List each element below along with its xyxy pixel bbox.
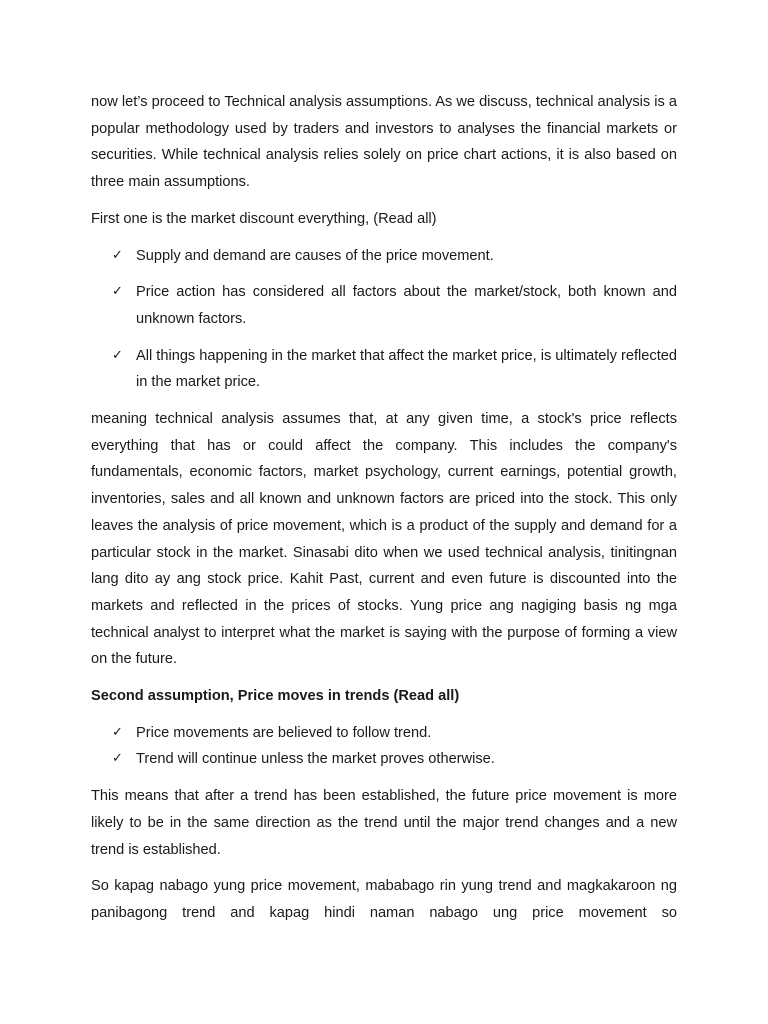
list-item-text: Trend will continue unless the market proves otherwise. [136, 751, 495, 768]
list-item [91, 343, 677, 396]
so-kapag-paragraph: So kapag nabago yung price movement, mababago rin yung trend and magkakaroon ng panibagong trend and kapag hindi naman nabago ung price movement so [91, 878, 677, 921]
meaning-paragraph: meaning technical analysis assumes that, at any given time, a stock's price reflects everything that has or could affect the company. This includes the company's fundamentals, economic factors, market psychology, current earnings, potential growth, inventories, sales and all known and unknown factors are priced into the stock. This only leaves the analysis of price movement, which is a product of the supply and demand for a particular stock in the market. Sinasabi dito when we used technical analysis, tinitingnan lang dito ay ang stock price. Kahit Past, current and even future is discounted into the markets and reflected in the prices of stocks. Yung price ang nagiging basis ng mga technical analyst to interpret what the market is saying with the purpose of forming a view on the future. [91, 411, 677, 668]
checkmark-icon: ✓ [112, 284, 123, 300]
list-item [91, 720, 677, 747]
first-assumption-paragraph: First one is the market discount everything, (Read all) [91, 210, 437, 227]
list-item [91, 279, 677, 332]
checkmark-icon: ✓ [112, 724, 123, 740]
list-item-text: All things happening in the market that affect the market price, is ultimately reflected in the market price. [136, 347, 677, 391]
list-item-text: Price action has considered all factors about the market/stock, both known and unknown factors. [136, 284, 677, 327]
list-item [91, 746, 677, 773]
intro-paragraph: now let’s proceed to Technical analysis assumptions. As we discuss, technical analysis is a popular methodology used by traders and investors to analyses the financial markets or securities. While technical analysis relies solely on price chart actions, it is also based on three main assumptions. [91, 94, 677, 191]
list-item-text: Supply and demand are causes of the price movement. [136, 247, 494, 264]
first-assumption-list [91, 243, 677, 397]
this-means-paragraph: This means that after a trend has been established, the future price movement is more likely to be in the same direction as the trend until the major trend changes and a new trend is established. [91, 788, 677, 858]
second-assumption-list [91, 720, 677, 773]
checkmark-icon: ✓ [112, 247, 123, 263]
second-assumption-heading: Second assumption, Price moves in trends (Read all) [91, 688, 460, 705]
checkmark-icon: ✓ [112, 347, 123, 363]
checkmark-icon: ✓ [112, 751, 123, 767]
list-item-text: Price movements are believed to follow trend. [136, 724, 432, 741]
list-item [91, 243, 677, 270]
